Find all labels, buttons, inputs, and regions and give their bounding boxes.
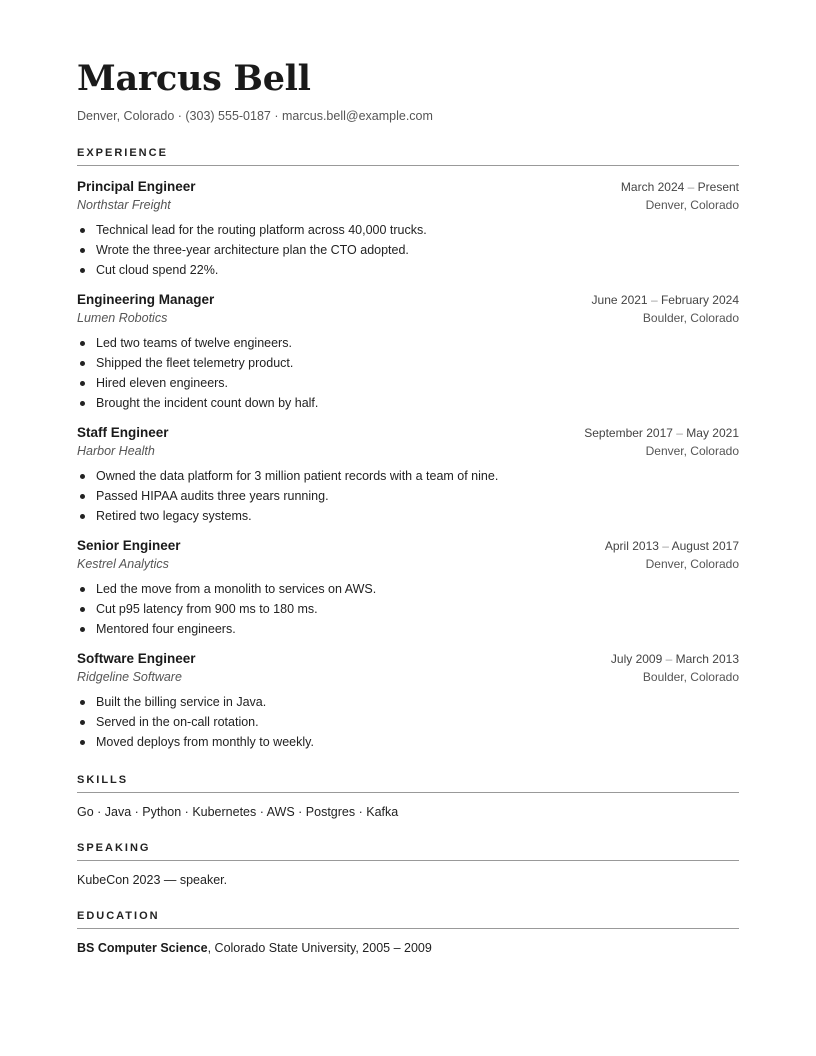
job-bullet: Served in the on-call rotation.: [77, 712, 739, 732]
education-details: , Colorado State University, 2005 – 2009: [207, 941, 432, 955]
date-separator: –: [672, 426, 687, 440]
job-subheader: [77, 444, 739, 463]
section-title-speaking: SPEAKING: [77, 842, 739, 861]
job-location: Boulder, Colorado: [642, 311, 739, 325]
date-separator: –: [658, 539, 672, 553]
job-bullet: Built the billing service in Java.: [77, 692, 739, 712]
job-subheader: [77, 670, 739, 689]
job-company: Northstar Freight: [77, 198, 171, 212]
job-title: Principal Engineer: [77, 179, 196, 194]
job-bullet: Led two teams of twelve engineers.: [77, 333, 739, 353]
resume-page: [77, 58, 739, 956]
date-separator: –: [647, 293, 661, 307]
job-bullet: Mentored four engineers.: [77, 619, 739, 639]
job-bullet: Owned the data platform for 3 million patient records with a team of nine.: [77, 466, 739, 486]
experience-list: [77, 179, 739, 752]
candidate-name: Marcus Bell: [77, 58, 311, 99]
job-start-date: March 2024: [620, 180, 685, 194]
job-bullet: Shipped the fleet telemetry product.: [77, 353, 739, 373]
speaking-line: KubeCon 2023 — speaker.: [77, 873, 228, 887]
section-title-skills: SKILLS: [77, 774, 739, 793]
job-end-date: Present: [697, 180, 739, 194]
job-header: [77, 425, 739, 444]
job-company: Harbor Health: [77, 444, 155, 458]
job-entry: [77, 292, 739, 413]
job-entry: [77, 651, 739, 752]
section-title-experience: EXPERIENCE: [77, 147, 739, 166]
job-start-date: April 2013: [604, 539, 659, 553]
job-bullet: Passed HIPAA audits three years running.: [77, 486, 739, 506]
job-bullet: Wrote the three-year architecture plan the CTO adopted.: [77, 240, 739, 260]
job-company: Kestrel Analytics: [77, 557, 169, 571]
job-bullets: [77, 333, 739, 413]
job-end-date: August 2017: [671, 539, 739, 553]
contact-line: Denver, Colorado · (303) 555-0187 · marcus.bell@example.com: [77, 109, 433, 123]
job-start-date: July 2009: [610, 652, 663, 666]
section-title-education: EDUCATION: [77, 910, 739, 929]
skills-line: Go · Java · Python · Kubernetes · AWS · Postgres · Kafka: [77, 805, 399, 819]
job-location: Denver, Colorado: [645, 444, 739, 458]
job-location: Boulder, Colorado: [642, 670, 739, 684]
job-dates: [592, 293, 739, 307]
education-degree: BS Computer Science: [77, 941, 208, 955]
job-bullets: [77, 692, 739, 752]
job-subheader: [77, 311, 739, 330]
date-separator: –: [684, 180, 698, 194]
job-subheader: [77, 557, 739, 576]
job-dates: [621, 180, 739, 194]
job-dates: [605, 539, 739, 553]
job-start-date: June 2021: [591, 293, 648, 307]
date-separator: –: [662, 652, 676, 666]
job-title: Staff Engineer: [77, 425, 169, 440]
job-bullet: Technical lead for the routing platform across 40,000 trucks.: [77, 220, 739, 240]
job-entry: [77, 425, 739, 526]
job-bullet: Cut p95 latency from 900 ms to 180 ms.: [77, 599, 739, 619]
job-title: Software Engineer: [77, 651, 196, 666]
job-company: Lumen Robotics: [77, 311, 168, 325]
job-dates: [584, 426, 739, 440]
job-bullet: Retired two legacy systems.: [77, 506, 739, 526]
job-end-date: February 2024: [660, 293, 739, 307]
education-line: [77, 940, 739, 956]
job-entry: [77, 179, 739, 280]
job-bullet: Moved deploys from monthly to weekly.: [77, 732, 739, 752]
job-bullet: Hired eleven engineers.: [77, 373, 739, 393]
job-header: [77, 292, 739, 311]
job-title: Senior Engineer: [77, 538, 181, 553]
job-location: Denver, Colorado: [645, 557, 739, 571]
job-location: Denver, Colorado: [645, 198, 739, 212]
job-end-date: March 2013: [675, 652, 739, 666]
job-start-date: September 2017: [584, 426, 673, 440]
job-bullet: Brought the incident count down by half.: [77, 393, 739, 413]
job-header: [77, 179, 739, 198]
job-header: [77, 538, 739, 557]
job-subheader: [77, 198, 739, 217]
job-dates: [611, 652, 739, 666]
job-end-date: May 2021: [686, 426, 739, 440]
job-entry: [77, 538, 739, 639]
job-bullets: [77, 466, 739, 526]
job-header: [77, 651, 739, 670]
job-bullet: Led the move from a monolith to services on AWS.: [77, 579, 739, 599]
job-bullet: Cut cloud spend 22%.: [77, 260, 739, 280]
job-title: Engineering Manager: [77, 292, 215, 307]
job-bullets: [77, 220, 739, 280]
job-company: Ridgeline Software: [77, 670, 182, 684]
job-bullets: [77, 579, 739, 639]
